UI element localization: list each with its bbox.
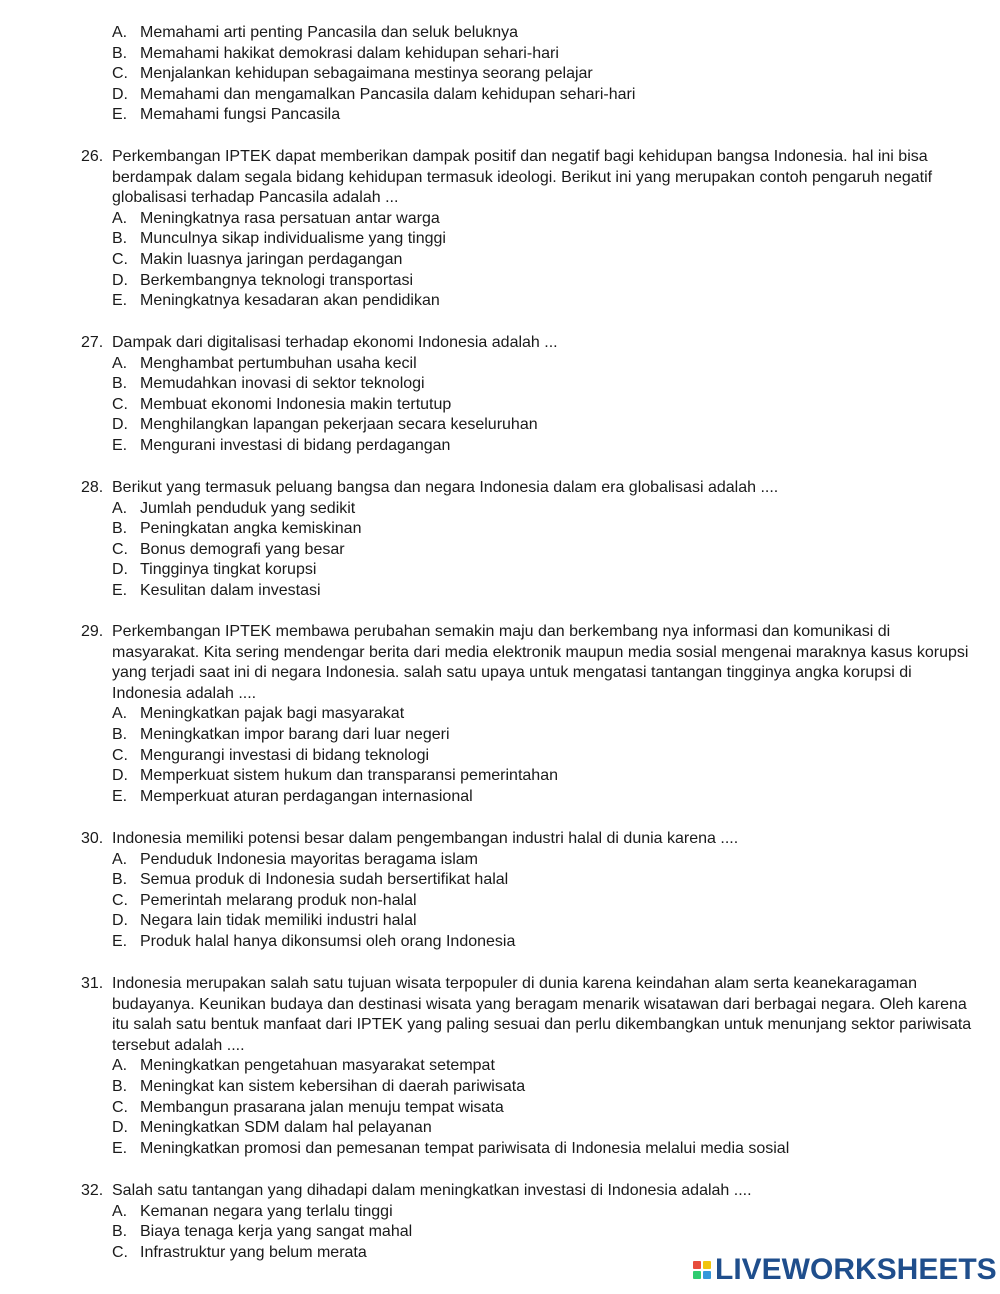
- option-a[interactable]: A. Meningkatkan pajak bagi masyarakat: [112, 705, 405, 723]
- option-b[interactable]: B. Meningkat kan sistem kebersihan di daerah pariwisata: [112, 1077, 526, 1095]
- option-b[interactable]: B. Memahami hakikat demokrasi dalam kehidupan sehari-hari: [112, 44, 559, 62]
- option-c[interactable]: C. Mengurangi investasi di bidang teknologi: [112, 746, 430, 764]
- question-28: [0, 478, 1000, 602]
- option-d[interactable]: D. Memahami dan mengamalkan Pancasila dalam kehidupan sehari-hari: [112, 85, 636, 103]
- question-number: 32.: [81, 1182, 104, 1199]
- option-d[interactable]: D. Menghilangkan lapangan pekerjaan secara keseluruhan: [112, 416, 538, 434]
- option-c[interactable]: C. Infrastruktur yang belum merata: [112, 1243, 367, 1261]
- liveworksheets-logo: [693, 1255, 997, 1285]
- question-26: [0, 147, 1000, 312]
- option-c[interactable]: C. Bonus demografi yang besar: [112, 540, 345, 558]
- logo-tiles-icon: [693, 1261, 711, 1279]
- option-c[interactable]: C. Membangun prasarana jalan menuju tempat wisata: [112, 1098, 504, 1116]
- question-stem: 31. Indonesia merupakan salah satu tujuan wisata terpopuler di dunia karena keindahan alam serta keanekaragaman budayanya. Keunikan budaya dan destinasi wisata yang beragam menarik wisatawan dari berbagai negara. Oleh karena itu salah satu bentuk manfaat dari IPTEK yang paling sesuai dan perlu dikembangkan untuk menunjang sektor pariwisata tersebut adalah ....: [81, 975, 972, 1054]
- question-number: 31.: [81, 975, 104, 992]
- option-e[interactable]: E. Produk halal hanya dikonsumsi oleh orang Indonesia: [112, 932, 516, 950]
- option-b[interactable]: B. Munculnya sikap individualisme yang tinggi: [112, 230, 446, 248]
- question-stem: 26. Perkembangan IPTEK dapat memberikan dampak positif dan negatif bagi kehidupan bangsa Indonesia. hal ini bisa berdampak dalam segala bidang kehidupan termasuk ideologi. Berikut ini yang merupakan contoh pengaruh negatif globalisasi terhadap Pancasila adalah ...: [81, 148, 933, 207]
- question-29: [0, 622, 1000, 807]
- option-e[interactable]: E. Memahami fungsi Pancasila: [112, 106, 341, 124]
- question-stem: 30. Indonesia memiliki potensi besar dalam pengembangan industri halal di dunia karena ....: [0, 829, 1000, 850]
- question-27: [0, 333, 1000, 457]
- question-stem: 28. Berikut yang termasuk peluang bangsa dan negara Indonesia dalam era globalisasi adalah ....: [0, 478, 1000, 499]
- option-a[interactable]: A. Meningkatkan pengetahuan masyarakat setempat: [112, 1057, 495, 1075]
- option-c[interactable]: C. Membuat ekonomi Indonesia makin tertutup: [112, 395, 452, 413]
- option-b[interactable]: B. Semua produk di Indonesia sudah bersertifikat halal: [112, 871, 509, 889]
- question-stem: 32. Salah satu tantangan yang dihadapi dalam meningkatkan investasi di Indonesia adalah ....: [0, 1181, 1000, 1202]
- question-number: 30.: [81, 830, 104, 847]
- option-c[interactable]: C. Makin luasnya jaringan perdagangan: [112, 250, 403, 268]
- option-e[interactable]: E. Kesulitan dalam investasi: [112, 581, 321, 599]
- option-b[interactable]: B. Meningkatkan impor barang dari luar negeri: [112, 725, 450, 743]
- option-e[interactable]: E. Meningkatkan promosi dan pemesanan tempat pariwisata di Indonesia melalui media sosial: [112, 1139, 790, 1157]
- option-d[interactable]: D. Berkembangnya teknologi transportasi: [112, 271, 414, 289]
- prev-question-options: [0, 23, 1000, 126]
- option-b[interactable]: B. Peningkatan angka kemiskinan: [112, 520, 362, 538]
- option-b[interactable]: B. Biaya tenaga kerja yang sangat mahal: [112, 1223, 413, 1241]
- question-stem: 29. Perkembangan IPTEK membawa perubahan semakin maju dan berkembang nya informasi dan komunikasi di masyarakat. Kita sering mendengar berita dari media elektronik maupun media sosial mengenai maraknya kasus korupsi yang terjadi saat ini di negara Indonesia. salah satu upaya untuk mengatasi tantangan tingginya angka korupsi di Indonesia adalah ....: [81, 623, 969, 702]
- question-number: 29.: [81, 623, 104, 640]
- option-a[interactable]: A. Menghambat pertumbuhan usaha kecil: [112, 354, 417, 372]
- question-stem: 27. Dampak dari digitalisasi terhadap ekonomi Indonesia adalah ...: [0, 333, 1000, 354]
- option-a[interactable]: A. Memahami arti penting Pancasila dan seluk beluknya: [112, 24, 518, 41]
- question-number: 28.: [81, 479, 104, 496]
- question-31: [0, 974, 1000, 1159]
- question-30: [0, 829, 1000, 953]
- logo-text: LIVEWORKSHEETS: [715, 1253, 997, 1286]
- option-e[interactable]: E. Memperkuat aturan perdagangan internasional: [112, 787, 473, 805]
- option-a[interactable]: A. Jumlah penduduk yang sedikit: [112, 499, 356, 517]
- option-c[interactable]: C. Pemerintah melarang produk non-halal: [112, 891, 417, 909]
- option-d[interactable]: D. Negara lain tidak memiliki industri halal: [112, 912, 417, 930]
- option-d[interactable]: D. Memperkuat sistem hukum dan transparansi pemerintahan: [112, 767, 558, 785]
- option-d[interactable]: D. Meningkatkan SDM dalam hal pelayanan: [112, 1119, 432, 1137]
- option-e[interactable]: E. Meningkatnya kesadaran akan pendidikan: [112, 292, 440, 310]
- question-number: 27.: [81, 334, 104, 351]
- option-e[interactable]: E. Mengurani investasi di bidang perdagangan: [112, 436, 451, 454]
- option-a[interactable]: A. Meningkatnya rasa persatuan antar warga: [112, 209, 440, 227]
- option-d[interactable]: D. Tingginya tingkat korupsi: [112, 561, 317, 579]
- option-a[interactable]: A. Kemanan negara yang terlalu tinggi: [112, 1202, 393, 1220]
- option-c[interactable]: C. Menjalankan kehidupan sebagaimana mestinya seorang pelajar: [112, 65, 593, 83]
- option-b[interactable]: B. Memudahkan inovasi di sektor teknologi: [112, 375, 425, 393]
- question-32: [0, 1181, 1000, 1263]
- question-number: 26.: [81, 148, 104, 165]
- option-a[interactable]: A. Penduduk Indonesia mayoritas beragama islam: [112, 850, 478, 868]
